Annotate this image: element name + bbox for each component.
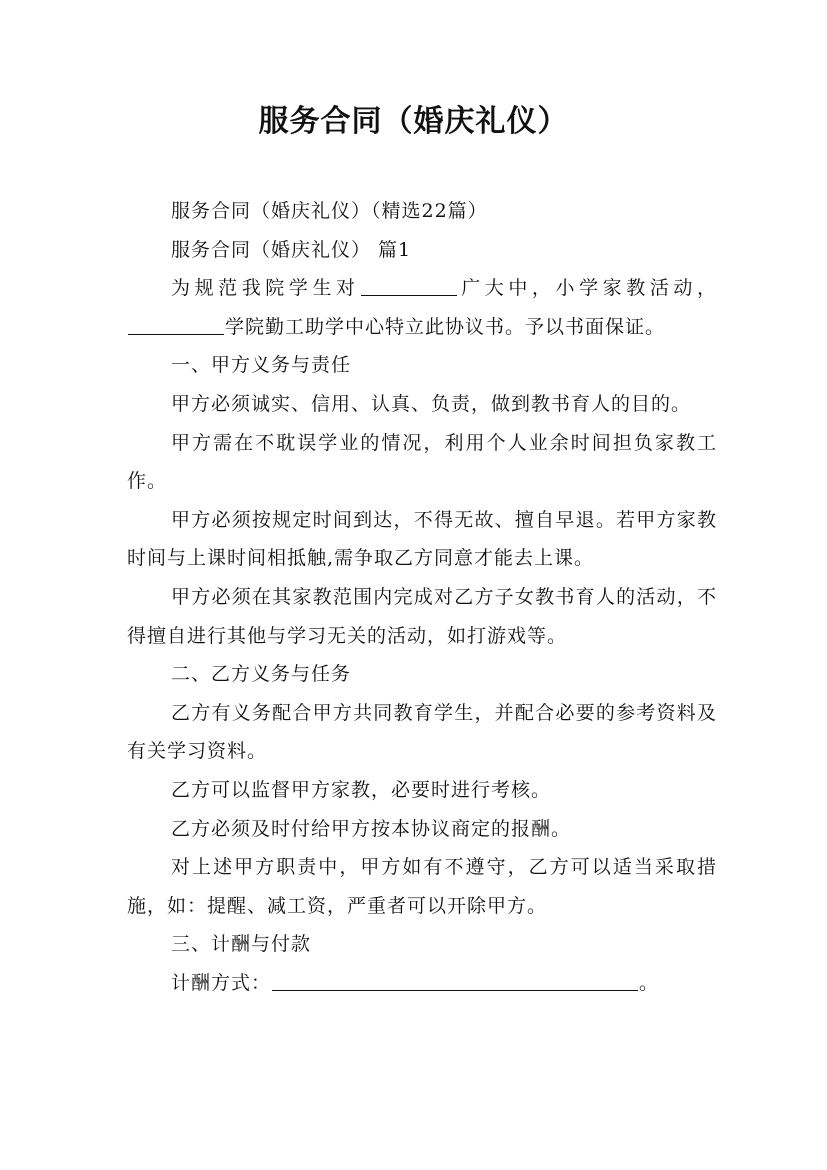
payment-blank (272, 968, 638, 991)
payment-line (127, 964, 717, 1003)
blank-line (128, 312, 224, 335)
chapter-heading: 服务合同（婚庆礼仪） 篇1 (171, 238, 412, 261)
section1-paragraph: 甲方需在不耽误学业的情况，利用个人业余时间担负家教工作。 (127, 431, 717, 493)
section1-paragraph: 甲方必须在其家教范围内完成对乙方子女教书育人的活动，不得擅自进行其他与学习无关的活动，如打游戏等。 (127, 585, 717, 647)
intro-text-3: 学院勤工助学中心特立此协议书。予以书面保证。 (225, 315, 666, 338)
intro-text-2: 广大中，小学家教活动， (457, 277, 717, 300)
section-heading: 二、乙方义务与任务 (171, 663, 352, 686)
section2-paragraph: 对上述甲方职责中，甲方如有不遵守，乙方可以适当采取措施，如：提醒、减工资，严重者可以开除甲方。 (127, 856, 717, 917)
document-subtitle: 服务合同（婚庆礼仪）（精选22篇） (171, 200, 488, 222)
intro-paragraph (127, 269, 717, 346)
section-heading: 三、计酬与付款 (171, 933, 312, 956)
document-title: 服务合同（婚庆礼仪） (258, 104, 569, 139)
section2-paragraph: 乙方可以监督甲方家教，必要时进行考核。 (171, 778, 552, 801)
section1-paragraph: 甲方必须诚实、信用、认真、负责，做到教书育人的目的。 (171, 392, 692, 415)
payment-end: 。 (639, 971, 660, 994)
section2-paragraph: 乙方有义务配合甲方共同教育学生，并配合必要的参考资料及有关学习资料。 (127, 701, 717, 763)
payment-label: 计酬方式： (171, 971, 272, 994)
document-body (127, 192, 717, 1002)
blank-line (361, 273, 457, 296)
section2-paragraph: 乙方必须及时付给甲方按本协议商定的报酬。 (171, 817, 572, 840)
intro-text-1: 为规范我院学生对 (171, 277, 360, 300)
section1-paragraph: 甲方必须按规定时间到达，不得无故、擅自早退。若甲方家教时间与上课时间相抵触,需争取乙方同意才能去上课。 (127, 508, 717, 570)
section-heading: 一、甲方义务与责任 (171, 354, 352, 377)
